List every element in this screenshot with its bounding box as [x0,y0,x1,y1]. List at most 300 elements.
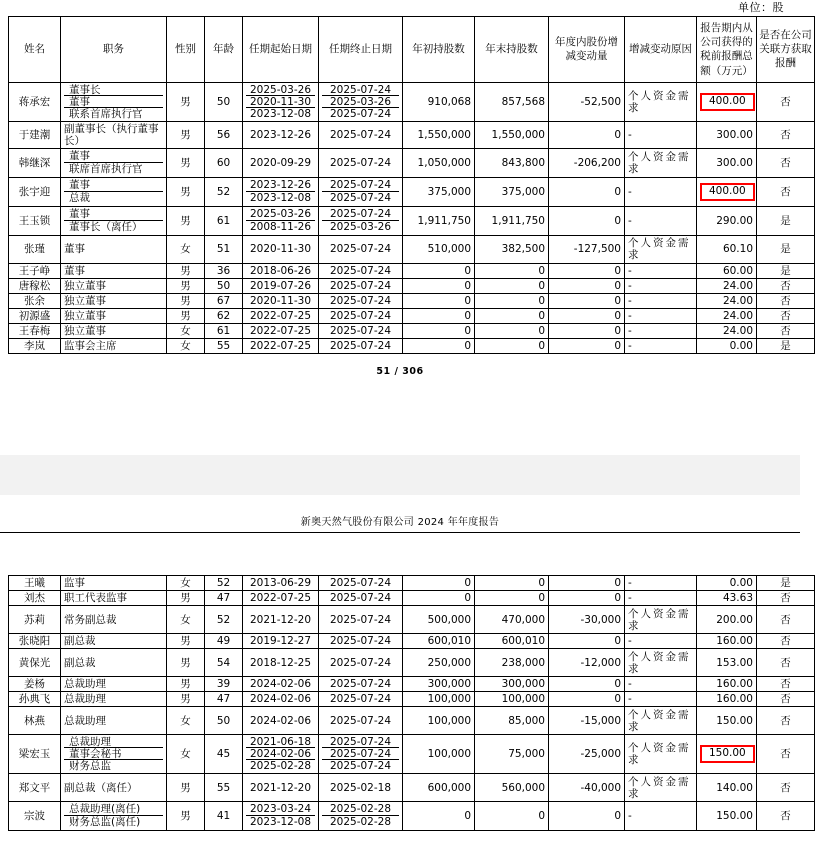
person-name-cell: 郑文平 [9,774,61,802]
end-shares-cell: 0 [475,278,549,293]
pay-highlight-box: 400.00 [700,93,755,111]
begin-shares-cell: 1,050,000 [403,148,475,177]
post-title: 董事长 [64,84,163,96]
end-shares-cell: 85,000 [475,707,549,735]
gender-cell: 女 [167,735,205,774]
person-name-cell: 王子峥 [9,263,61,278]
age-cell: 50 [205,278,243,293]
table-row [9,121,815,148]
age-cell: 45 [205,735,243,774]
term-start-date-cell: 2019-07-26 [243,278,319,293]
begin-shares-cell: 910,068 [403,82,475,121]
term-end-date: 2025-07-24 [329,191,392,204]
gender-cell: 男 [167,82,205,121]
term-start-date-cell: 2024-02-06 [243,692,319,707]
pay-amount-cell: 140.00 [697,774,757,802]
post-title-cell: 总裁助理 [61,692,167,707]
term-end-date-cell: 2025-07-24 [319,263,403,278]
related-party-pay-cell: 否 [757,82,815,121]
post-title: 财务总监(离任) [69,816,141,829]
table-body-page-1 [9,82,815,354]
person-name-cell: 黄保光 [9,649,61,677]
begin-shares-cell: 250,000 [403,649,475,677]
pay-amount-cell: 60.00 [697,263,757,278]
change-reason-cell: 个人资金需求 [625,148,697,177]
end-shares-cell: 238,000 [475,649,549,677]
pay-amount-cell: 0.00 [697,576,757,591]
table-row [9,206,815,235]
age-cell: 56 [205,121,243,148]
gender-cell: 男 [167,121,205,148]
share-change-cell: 0 [549,591,625,606]
table-row [9,293,815,308]
term-end-date-cell: 2025-07-24 [319,121,403,148]
post-title: 联席首席执行官 [69,162,143,175]
end-shares-cell: 100,000 [475,692,549,707]
post-title-cell [61,148,167,177]
post-title: 总裁 [69,191,90,204]
end-shares-cell: 0 [475,324,549,339]
pay-amount-cell: 0.00 [697,339,757,354]
person-name-cell: 张瑾 [9,235,61,263]
end-shares-cell: 1,911,750 [475,206,549,235]
table-row [9,148,815,177]
col-header-end: 任期终止日期 [319,17,403,83]
end-shares-cell: 300,000 [475,677,549,692]
gender-cell: 男 [167,649,205,677]
term-start-date: 2023-12-26 [246,179,315,192]
change-reason-cell: 个人资金需求 [625,707,697,735]
gender-cell: 男 [167,692,205,707]
term-end-date-cell [319,802,403,831]
col-header-sex: 性别 [167,17,205,83]
term-start-date-cell: 2021-12-20 [243,774,319,802]
term-end-date-cell [319,735,403,774]
change-reason-cell: - [625,677,697,692]
term-end-date: 2025-07-24 [322,736,399,748]
pay-amount-cell: 290.00 [697,206,757,235]
gender-cell: 男 [167,309,205,324]
page-break-band [0,455,800,495]
col-header-begin: 年初持股数 [403,17,475,83]
term-end-date-cell: 2025-07-24 [319,309,403,324]
term-start-date-cell: 2021-12-20 [243,606,319,634]
term-end-date-cell: 2025-07-24 [319,293,403,308]
related-party-pay-cell: 否 [757,148,815,177]
term-end-date-cell: 2025-07-24 [319,278,403,293]
begin-shares-cell: 100,000 [403,707,475,735]
term-end-date: 2025-07-24 [329,760,392,773]
term-start-date: 2023-12-08 [249,816,312,829]
term-end-date: 2025-03-26 [322,96,399,108]
related-party-pay-cell: 否 [757,591,815,606]
col-header-start: 任期起始日期 [243,17,319,83]
age-cell: 49 [205,634,243,649]
term-start-date-cell: 2020-11-30 [243,293,319,308]
end-shares-cell: 0 [475,802,549,831]
pay-amount-cell: 160.00 [697,677,757,692]
post-title-cell: 董事 [61,235,167,263]
person-name-cell: 韩继深 [9,148,61,177]
share-change-cell: 0 [549,576,625,591]
end-shares-cell: 375,000 [475,177,549,206]
term-end-date: 2025-03-26 [329,220,392,233]
post-title: 总裁助理 [64,736,163,748]
term-end-date-cell: 2025-07-24 [319,692,403,707]
person-name-cell: 林燕 [9,707,61,735]
term-end-date-cell: 2025-07-24 [319,634,403,649]
term-end-date: 2025-07-24 [322,84,399,96]
table-row [9,606,815,634]
col-header-age: 年龄 [205,17,243,83]
running-header: 新奥天然气股份有限公司 2024 年年度报告 [300,517,500,528]
gender-cell: 男 [167,278,205,293]
begin-shares-cell: 0 [403,576,475,591]
pay-amount-cell: 153.00 [697,649,757,677]
age-cell: 61 [205,206,243,235]
age-cell: 51 [205,235,243,263]
table-row [9,235,815,263]
term-end-date: 2025-07-24 [329,107,392,120]
end-shares-cell: 0 [475,576,549,591]
post-title: 董事 [64,96,163,108]
table-row [9,177,815,206]
term-end-date-cell: 2025-07-24 [319,576,403,591]
col-header-name: 姓名 [9,17,61,83]
change-reason-cell: - [625,692,697,707]
term-start-date-cell: 2022-07-25 [243,591,319,606]
post-title-cell: 独立董事 [61,324,167,339]
col-header-related: 是否在公司关联方获取报酬 [757,17,815,83]
pay-amount-cell: 150.00 [697,802,757,831]
age-cell: 50 [205,707,243,735]
term-start-date: 2023-12-08 [249,107,312,120]
related-party-pay-cell: 否 [757,324,815,339]
table-row [9,263,815,278]
begin-shares-cell: 500,000 [403,606,475,634]
end-shares-cell: 0 [475,591,549,606]
term-end-date-cell [319,206,403,235]
term-start-date: 2020-11-30 [246,96,315,108]
age-cell: 52 [205,177,243,206]
post-title-cell [61,177,167,206]
person-name-cell: 姜杨 [9,677,61,692]
post-title-cell: 副总裁 [61,649,167,677]
post-title-cell [61,735,167,774]
col-header-end-share: 年末持股数 [475,17,549,83]
begin-shares-cell: 0 [403,278,475,293]
related-party-pay-cell: 否 [757,278,815,293]
begin-shares-cell: 100,000 [403,735,475,774]
term-end-date-cell: 2025-07-24 [319,649,403,677]
age-cell: 67 [205,293,243,308]
table-wrapper-page-2 [0,575,800,831]
pay-amount-cell [697,735,757,774]
unit-note: 单位：股 [738,1,784,14]
share-change-cell: 0 [549,339,625,354]
term-start-date-cell [243,82,319,121]
age-cell: 55 [205,774,243,802]
gender-cell: 男 [167,677,205,692]
post-title-cell: 独立董事 [61,278,167,293]
post-title-cell: 副董事长（执行董事长） [61,121,167,148]
person-name-cell: 初源盛 [9,309,61,324]
post-title-cell: 总裁助理 [61,677,167,692]
begin-shares-cell: 600,000 [403,774,475,802]
end-shares-cell: 1,550,000 [475,121,549,148]
age-cell: 50 [205,82,243,121]
pay-amount-cell: 300.00 [697,121,757,148]
pay-amount-cell: 300.00 [697,148,757,177]
gender-cell: 女 [167,707,205,735]
term-start-date-cell: 2022-07-25 [243,324,319,339]
change-reason-cell: - [625,339,697,354]
related-party-pay-cell: 是 [757,339,815,354]
term-start-date-cell: 2013-06-29 [243,576,319,591]
begin-shares-cell: 100,000 [403,692,475,707]
term-start-date-cell: 2020-11-30 [243,235,319,263]
person-name-cell: 张余 [9,293,61,308]
term-start-date-cell: 2024-02-06 [243,707,319,735]
age-cell: 52 [205,576,243,591]
term-end-date-cell: 2025-02-18 [319,774,403,802]
gender-cell: 女 [167,235,205,263]
related-party-pay-cell: 是 [757,206,815,235]
age-cell: 52 [205,606,243,634]
post-title: 董事 [64,208,163,221]
person-name-cell: 于建潮 [9,121,61,148]
age-cell: 47 [205,591,243,606]
post-title-cell [61,82,167,121]
person-name-cell: 蒋承宏 [9,82,61,121]
person-name-cell: 宗波 [9,802,61,831]
share-change-cell: 0 [549,263,625,278]
related-party-pay-cell: 否 [757,692,815,707]
person-name-cell: 梁宏玉 [9,735,61,774]
begin-shares-cell: 0 [403,293,475,308]
post-title-cell: 董事 [61,263,167,278]
post-title: 董事 [64,150,163,163]
post-title-cell: 副总裁（离任） [61,774,167,802]
pay-amount-cell: 160.00 [697,692,757,707]
related-party-pay-cell: 是 [757,576,815,591]
remuneration-table-page-1 [8,16,815,354]
term-end-date-cell: 2025-07-24 [319,324,403,339]
begin-shares-cell: 1,911,750 [403,206,475,235]
end-shares-cell: 382,500 [475,235,549,263]
change-reason-cell: - [625,591,697,606]
change-reason-cell: - [625,576,697,591]
term-start-date-cell [243,206,319,235]
pay-amount-cell: 24.00 [697,293,757,308]
begin-shares-cell: 0 [403,339,475,354]
gender-cell: 女 [167,339,205,354]
post-title-cell: 独立董事 [61,293,167,308]
table-row [9,692,815,707]
person-name-cell: 张晓阳 [9,634,61,649]
person-name-cell: 孙典飞 [9,692,61,707]
gender-cell: 男 [167,263,205,278]
age-cell: 36 [205,263,243,278]
table-row [9,649,815,677]
begin-shares-cell: 0 [403,591,475,606]
term-end-date-cell: 2025-07-24 [319,606,403,634]
related-party-pay-cell: 否 [757,121,815,148]
gender-cell: 女 [167,576,205,591]
pay-amount-cell: 60.10 [697,235,757,263]
term-start-date: 2023-03-24 [246,803,315,816]
post-title-cell: 常务副总裁 [61,606,167,634]
related-party-pay-cell: 否 [757,707,815,735]
change-reason-cell: - [625,121,697,148]
post-title-cell: 职工代表监事 [61,591,167,606]
post-title: 联系首席执行官 [69,107,143,120]
change-reason-cell: 个人资金需求 [625,735,697,774]
post-title-cell: 监事 [61,576,167,591]
share-change-cell: -15,000 [549,707,625,735]
change-reason-cell: - [625,802,697,831]
gender-cell: 女 [167,324,205,339]
related-party-pay-cell: 否 [757,649,815,677]
person-name-cell: 王曦 [9,576,61,591]
begin-shares-cell: 0 [403,263,475,278]
related-party-pay-cell: 否 [757,606,815,634]
share-change-cell: -12,000 [549,649,625,677]
gender-cell: 男 [167,148,205,177]
age-cell: 54 [205,649,243,677]
table-row [9,82,815,121]
share-change-cell: 0 [549,177,625,206]
pay-amount-cell: 160.00 [697,634,757,649]
related-party-pay-cell: 否 [757,774,815,802]
related-party-pay-cell: 否 [757,735,815,774]
term-end-date-cell: 2025-07-24 [319,591,403,606]
term-start-date-cell: 2022-07-25 [243,309,319,324]
table-row [9,735,815,774]
gender-cell: 男 [167,802,205,831]
change-reason-cell: 个人资金需求 [625,606,697,634]
pay-highlight-box: 400.00 [700,183,755,201]
table-body-page-2 [9,576,815,831]
remuneration-table-page-2 [8,575,815,831]
term-start-date-cell: 2022-07-25 [243,339,319,354]
term-start-date-cell: 2019-12-27 [243,634,319,649]
end-shares-cell: 470,000 [475,606,549,634]
share-change-cell: 0 [549,677,625,692]
share-change-cell: 0 [549,309,625,324]
post-title: 财务总监 [69,760,111,773]
term-end-date: 2025-07-24 [322,748,399,760]
pay-amount-cell: 24.00 [697,278,757,293]
begin-shares-cell: 510,000 [403,235,475,263]
share-change-cell: 0 [549,278,625,293]
term-start-date-cell [243,177,319,206]
related-party-pay-cell: 否 [757,677,815,692]
post-title-cell [61,802,167,831]
pay-amount-cell [697,82,757,121]
person-name-cell: 刘杰 [9,591,61,606]
term-end-date-cell: 2025-07-24 [319,339,403,354]
change-reason-cell: 个人资金需求 [625,235,697,263]
table-row [9,802,815,831]
person-name-cell: 李岚 [9,339,61,354]
age-cell: 47 [205,692,243,707]
begin-shares-cell: 375,000 [403,177,475,206]
gender-cell: 女 [167,606,205,634]
post-title-cell: 副总裁 [61,634,167,649]
gender-cell: 男 [167,591,205,606]
share-change-cell: 0 [549,293,625,308]
term-start-date-cell [243,802,319,831]
share-change-cell: 0 [549,634,625,649]
related-party-pay-cell: 否 [757,177,815,206]
person-name-cell: 张宇迎 [9,177,61,206]
related-party-pay-cell: 是 [757,235,815,263]
share-change-cell: -25,000 [549,735,625,774]
term-start-date: 2025-02-28 [249,760,312,773]
change-reason-cell: - [625,263,697,278]
begin-shares-cell: 300,000 [403,677,475,692]
end-shares-cell: 75,000 [475,735,549,774]
change-reason-cell: - [625,278,697,293]
end-shares-cell: 0 [475,263,549,278]
table-row [9,576,815,591]
share-change-cell: -206,200 [549,148,625,177]
table-row [9,278,815,293]
change-reason-cell: - [625,293,697,308]
gender-cell: 男 [167,177,205,206]
term-start-date: 2025-03-26 [246,84,315,96]
term-end-date: 2025-07-24 [322,179,399,192]
term-start-date: 2023-12-08 [249,191,312,204]
term-end-date-cell: 2025-07-24 [319,677,403,692]
begin-shares-cell: 0 [403,802,475,831]
pay-amount-cell [697,177,757,206]
table-row [9,707,815,735]
change-reason-cell: - [625,634,697,649]
table-header-row [9,17,815,83]
share-change-cell: -127,500 [549,235,625,263]
post-title-cell: 独立董事 [61,309,167,324]
col-header-change: 年度内股份增减变动量 [549,17,625,83]
table-row [9,324,815,339]
share-change-cell: 0 [549,206,625,235]
age-cell: 60 [205,148,243,177]
term-start-date: 2025-03-26 [246,208,315,221]
end-shares-cell: 600,010 [475,634,549,649]
post-title: 董事 [64,179,163,192]
term-start-date: 2024-02-06 [246,748,315,760]
age-cell: 55 [205,339,243,354]
related-party-pay-cell: 否 [757,293,815,308]
age-cell: 62 [205,309,243,324]
term-start-date: 2021-06-18 [246,736,315,748]
person-name-cell: 苏莉 [9,606,61,634]
term-start-date-cell: 2018-06-26 [243,263,319,278]
pay-amount-cell: 150.00 [697,707,757,735]
header-spacer [0,533,800,575]
change-reason-cell: - [625,177,697,206]
col-header-post: 职务 [61,17,167,83]
term-end-date-cell [319,177,403,206]
post-title-cell [61,206,167,235]
table-row [9,339,815,354]
table-row [9,309,815,324]
term-end-date-cell [319,82,403,121]
related-party-pay-cell: 是 [757,263,815,278]
term-end-date-cell: 2025-07-24 [319,707,403,735]
change-reason-cell: - [625,324,697,339]
